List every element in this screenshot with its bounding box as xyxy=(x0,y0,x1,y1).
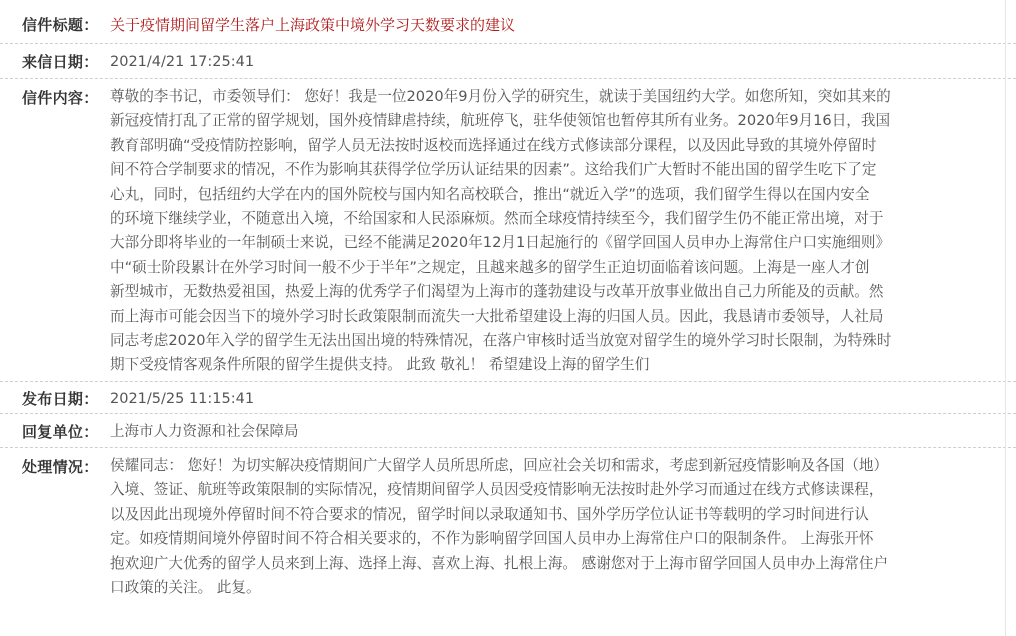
letter-content-line: 间不符合学制要求的情况，不作为影响其获得学位学历认证结果的因素”。这给我们广大暂时不能出国的留学生吃下了定 xyxy=(110,161,877,179)
letter-content-line: 新冠疫情打乱了正常的留学规划，国外疫情肆虐持续，航班停飞，驻华使领馆也暂停其所有业务。2020年9月16日，我国 xyxy=(110,112,891,130)
letter-content-line: 心丸，同时，包括纽约大学在内的国外院校与国内知名高校联合，推出“就近入学”的选项，我们留学生得以在国内安全 xyxy=(110,185,870,203)
handling-line: 入境、签证、航班等政策限制的实际情况，疫情期间留学人员因受疫情影响无法按时赴外学习而通过在线方式修读课程， xyxy=(110,481,884,499)
letter-content-line: 期下受疫情客观条件所限的留学生提供支持。 此致 敬礼！ 希望建设上海的留学生们 xyxy=(110,356,650,374)
publish-date-label: 发布日期： xyxy=(22,390,99,408)
letter-content-line: 同志考虑2020年入学的留学生无法出国出境的特殊情况，在落户审核时适当放宽对留学生的境外学习时长限制，为特殊时 xyxy=(110,331,892,349)
letter-content-line: 的环境下继续学业，不随意出入境，不给国家和人民添麻烦。然而全球疫情持续至今，我们留学生仍不能正常出境，对于 xyxy=(110,209,884,227)
letter-content-line: 而上海市可能会因当下的境外学习时长政策限制而流失一大批希望建设上海的归国人员。因此，我恳请市委领导，人社局 xyxy=(110,307,884,325)
letter-content-line: 教育部明确“受疫情防控影响，留学人员无法按时返校而选择通过在线方式修读部分课程，以及因此导致的其境外停留时 xyxy=(110,136,877,154)
letter-title-row xyxy=(0,0,1016,44)
letter-content-line: 尊敬的李书记，市委领导们： 您好！我是一位2020年9月份入学的研究生，就读于美国纽约大学。如您所知，突如其来的 xyxy=(110,88,891,105)
letter-content-row xyxy=(0,79,1016,382)
handling-label: 处理情况： xyxy=(22,458,99,476)
publish-date-row xyxy=(0,382,1016,414)
letter-content-text xyxy=(110,85,980,378)
letter-date-row xyxy=(0,44,1016,79)
right-border-divider xyxy=(1005,0,1006,636)
handling-line: 口政策的关注。 此复。 xyxy=(110,578,261,596)
letter-date-value: 2021/4/21 17:25:41 xyxy=(110,54,255,70)
letter-content-line: 新型城市，无数热爱祖国，热爱上海的优秀学子们渴望为上海市的蓬勃建设与改革开放事业做出自己力所能及的贡献。然 xyxy=(110,283,884,301)
reply-unit-value: 上海市人力资源和社会保障局 xyxy=(110,424,299,440)
letter-title-value: 关于疫情期间留学生落户上海政策中境外学习天数要求的建议 xyxy=(110,16,516,34)
handling-line: 抱欢迎广大优秀的留学人员来到上海、选择上海、喜欢上海、扎根上海。 感谢您对于上海市留学回国人员申办上海常住户 xyxy=(110,554,889,572)
letter-title-label: 信件标题： xyxy=(22,16,99,34)
handling-line: 以及因此出现境外停留时间不符合要求的情况，留学时间以录取通知书、国外学历学位认证书等载明的学习时间进行认 xyxy=(110,505,869,523)
reply-unit-label: 回复单位： xyxy=(22,423,99,441)
letter-content-line: 大部分即将毕业的一年制硕士来说，已经不能满足2020年12月1日起施行的《留学回国人员申办上海常住户口实施细则》 xyxy=(110,234,891,252)
publish-date-value: 2021/5/25 11:15:41 xyxy=(110,391,255,407)
letter-content-label: 信件内容： xyxy=(22,89,99,107)
letter-content-line: 中“硕士阶段累计在外学习时间一般不少于半年”之规定，且越来越多的留学生正迫切面临着该问题。上海是一座人才创 xyxy=(110,258,870,276)
handling-text xyxy=(110,454,980,600)
reply-unit-row xyxy=(0,414,1016,448)
handling-line: 定。如疫情期间境外停留时间不符合相关要求的，不作为影响留学回国人员申办上海常住户口的限制条件。 上海张开怀 xyxy=(110,530,874,548)
handling-row xyxy=(0,448,1016,636)
handling-line: 侯耀同志： 您好！为切实解决疫情期间广大留学人员所思所虑，回应社会关切和需求，考虑到新冠疫情影响及各国（地） xyxy=(110,457,889,474)
letter-date-label: 来信日期： xyxy=(22,53,99,71)
